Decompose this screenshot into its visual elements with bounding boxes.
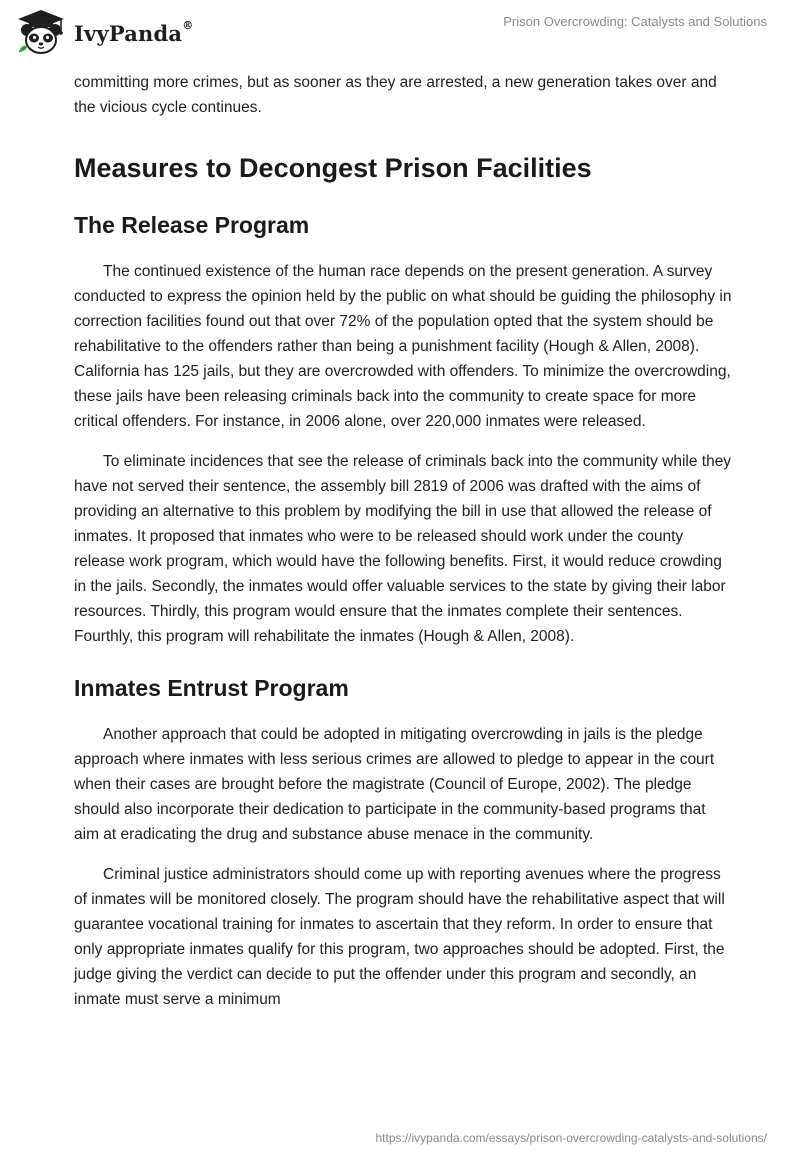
- intro-continuation: committing more crimes, but as sooner as they are arrested, a new generation takes over and the vicious cycle continues.: [74, 74, 717, 116]
- document-title: Prison Overcrowding: Catalysts and Solutions: [503, 14, 767, 29]
- section-heading: Measures to Decongest Prison Facilities: [74, 153, 592, 183]
- paragraph: Criminal justice administrators should come up with reporting avenues where the progress of inmates will be monitored closely. The program should have the rehabilitative aspect that will guarantee vocational training for inmates to ascertain that they reform. In order to ensure that only appropriate inmates qualify for this program, two approaches should be adopted. First, the judge giving the verdict can decide to put the offender under this program and secondly, an inmate must serve a minimum: [74, 866, 725, 1008]
- subsection-heading-entrust-program: Inmates Entrust Program: [74, 675, 349, 701]
- panda-graduation-cap-icon: [14, 8, 68, 58]
- registered-mark: ®: [182, 18, 194, 32]
- source-url[interactable]: https://ivypanda.com/essays/prison-overcrowding-catalysts-and-solutions/: [375, 1131, 767, 1145]
- page-header: [0, 0, 800, 70]
- paragraph: Another approach that could be adopted in mitigating overcrowding in jails is the pledge approach where inmates with less serious crimes are allowed to pledge to appear in the court when their cases are brought before the magistrate (Council of Europe, 2002). The pledge should also incorporate their dedication to participate in the community-based programs that aim at eradicating the drug and substance abuse menace in the community.: [74, 726, 715, 843]
- paragraph: The continued existence of the human race depends on the present generation. A survey conducted to express the opinion held by the public on what should be guiding the philosophy in correction facilities found out that over 72% of the population opted that the system should be rehabilitative to the offenders rather than being a punishment facility (Hough & Allen, 2008). California has 125 jails, but they are overcrowded with offenders. To minimize the overcrowding, these jails have been releasing criminals back into the community to create space for more critical offenders. For instance, in 2006 alone, over 220,000 inmates were released.: [74, 263, 732, 430]
- brand-name: IvyPanda®: [74, 18, 194, 46]
- subsection-heading-release-program: The Release Program: [74, 212, 310, 238]
- brand-logo[interactable]: [14, 8, 193, 58]
- article-body: [74, 70, 734, 1012]
- paragraph: To eliminate incidences that see the release of criminals back into the community while they have not served their sentence, the assembly bill 2819 of 2006 was drafted with the aims of providing an alternative to this problem by modifying the bill in use that allowed the release of inmates. It proposed that inmates who were to be released should work under the county release work program, which would have the following benefits. First, it would reduce crowding in the jails. Secondly, the inmates would offer valuable services to the state by giving their labor resources. Thirdly, this program would ensure that the inmates complete their sentences. Fourthly, this program will rehabilitate the inmates (Hough & Allen, 2008).: [74, 453, 732, 645]
